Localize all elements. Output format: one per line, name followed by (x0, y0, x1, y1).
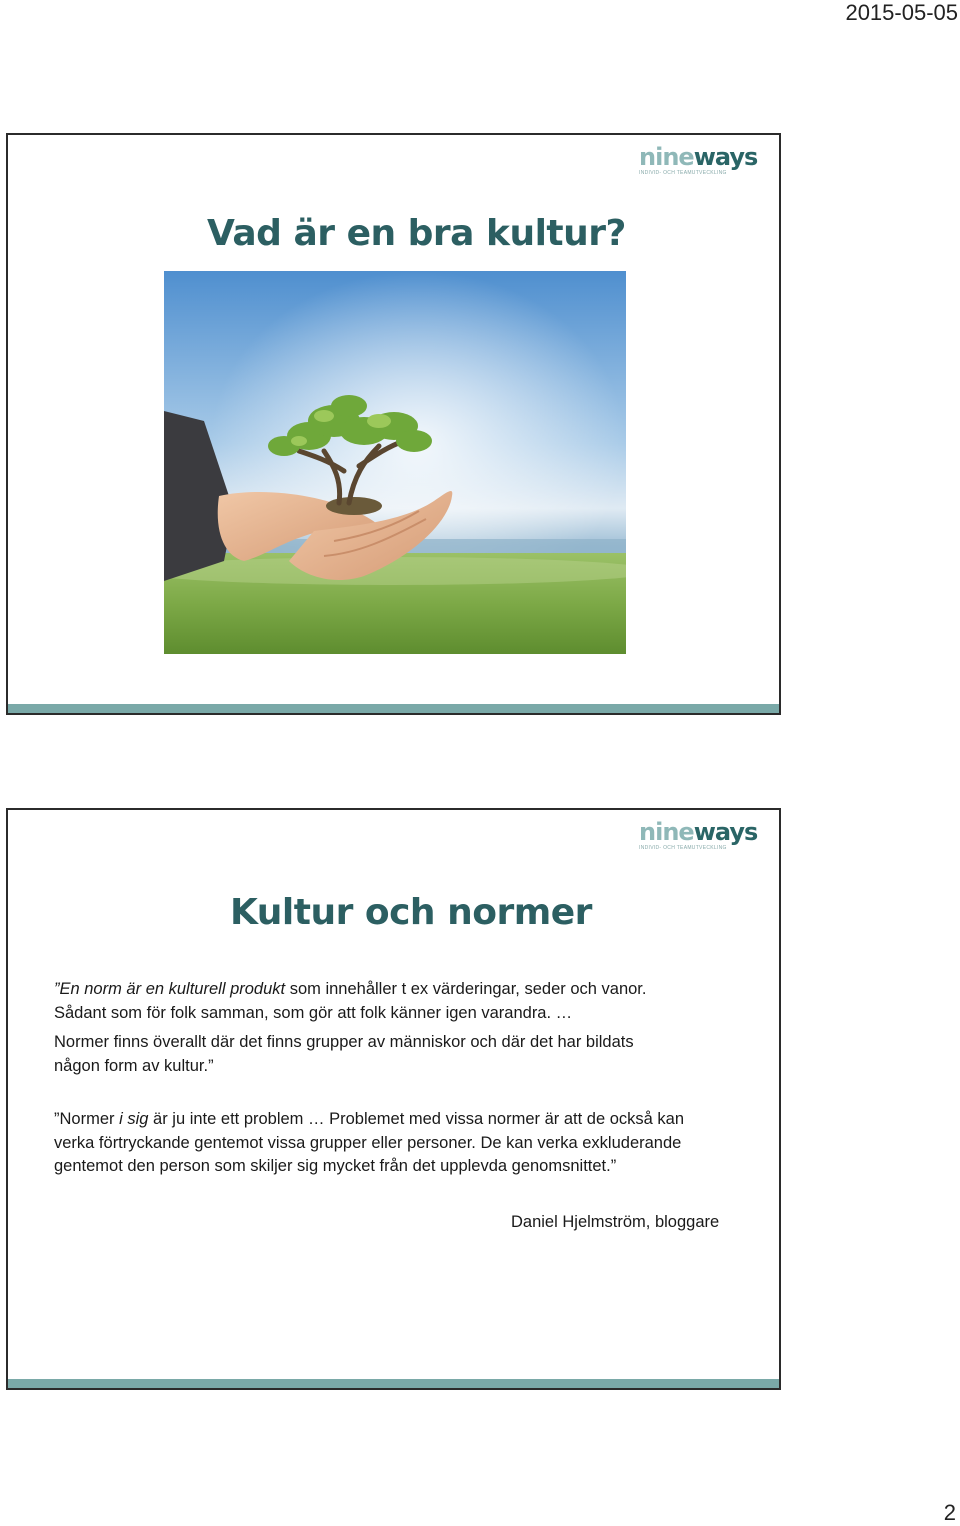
quote-italic-term: i sig (119, 1110, 149, 1128)
logo-ways-text: ways (693, 818, 758, 846)
slide-2-title: Kultur och normer (230, 892, 592, 933)
logo-nine-text: nine (639, 143, 694, 171)
quote-line: ”En norm är en kulturell produkt som innehåller t ex värderingar, seder och vanor. (54, 980, 647, 998)
quote-line: verka förtryckande gentemot vissa grupper eller personer. De kan verka exkluderande (54, 1133, 682, 1152)
hands-tree-photo (164, 271, 626, 654)
quote-line: gentemot den person som skiljer sig mycket från det upplevda genomsnittet.” (54, 1157, 617, 1175)
quote-line: ”Normer i sig är ju inte ett problem … Problemet med vissa normer är att de också kan (54, 1110, 685, 1128)
quote-attribution: Daniel Hjelmström, bloggare (511, 1213, 720, 1231)
slide-2 (6, 808, 781, 1390)
quote-line: Sådant som för folk samman, som gör att folk känner igen varandra. … (54, 1003, 573, 1022)
hands-tree-illustration (164, 271, 626, 654)
slide-1-footer-bar (8, 704, 779, 713)
norm-quote (54, 978, 754, 1078)
page-date: 2015-05-05 (845, 0, 958, 25)
logo-tagline: INDIVID- OCH TEAMUTVECKLING (639, 170, 727, 176)
page-number: 2 (943, 1500, 956, 1525)
quote-line: Normer finns överallt där det finns grupper av människor och där det har bildats (54, 1033, 634, 1051)
logo-ways-text: ways (693, 143, 758, 171)
problem-quote (54, 1108, 754, 1179)
quote-italic-lead: ”En norm är en kulturell produkt (54, 980, 286, 998)
logo-nine-text: nine (639, 818, 694, 846)
nineways-logo (639, 145, 767, 179)
slide-1-title: Vad är en bra kultur? (207, 213, 626, 254)
slide-1 (6, 133, 781, 715)
quote-line: någon form av kultur.” (54, 1056, 214, 1075)
slide-2-footer-bar (8, 1379, 779, 1388)
nineways-logo (639, 820, 767, 854)
logo-tagline: INDIVID- OCH TEAMUTVECKLING (639, 845, 727, 851)
